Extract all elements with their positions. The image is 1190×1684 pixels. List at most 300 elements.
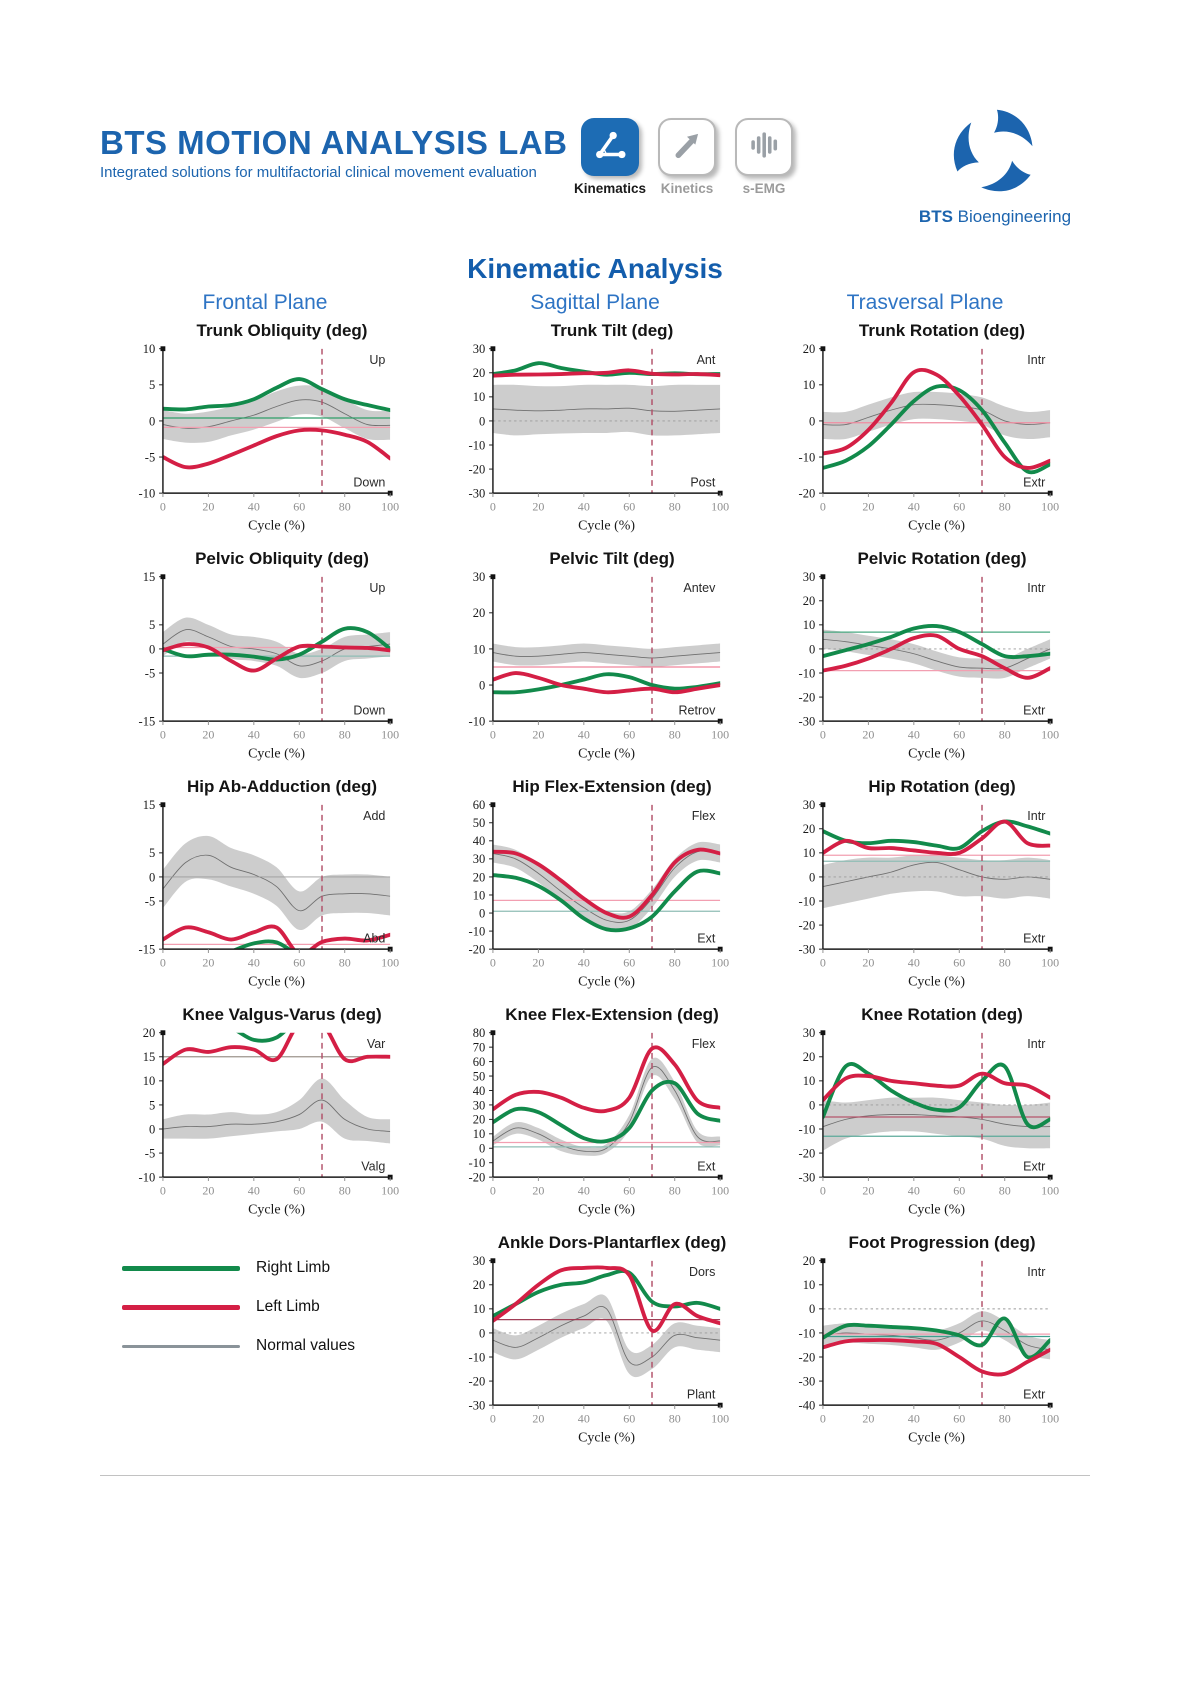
chart-pelvic-rotation [760, 549, 1090, 777]
y-tick-label: 50 [472, 1069, 486, 1084]
x-tick-label: 80 [668, 1183, 681, 1198]
chart-pelvic-tilt [430, 549, 760, 777]
chart-canvas-knee-rotation [769, 1025, 1081, 1233]
x-tick-label: 100 [1041, 1183, 1060, 1198]
chart-canvas-hip-flex-extension [439, 797, 751, 1005]
x-tick-label: 60 [953, 727, 966, 742]
page-title: Kinematic Analysis [467, 253, 723, 284]
y-tick-label: 0 [478, 1141, 486, 1156]
x-tick-label: 60 [293, 955, 306, 970]
semg-button[interactable] [735, 118, 793, 176]
x-tick-label: 80 [338, 499, 351, 514]
x-tick-label: 0 [489, 499, 496, 514]
y-tick-label: -10 [798, 666, 816, 681]
x-tick-label: 40 [247, 727, 260, 742]
chart-canvas-trunk-rotation [769, 341, 1081, 549]
plot-area-pelvic-rotation [823, 577, 1050, 721]
x-tick-label: 100 [381, 499, 400, 514]
x-tick-label: 80 [338, 727, 351, 742]
y-tick-label: 0 [478, 1326, 486, 1341]
y-tick-label: 20 [472, 1112, 486, 1127]
bottom-direction-label: Valg [361, 1159, 386, 1174]
x-axis-label: Cycle (%) [578, 1430, 636, 1446]
brand-title: BTS MOTION ANALYSIS LAB [100, 124, 568, 161]
y-tick-label: -15 [138, 942, 156, 957]
x-axis-label: Cycle (%) [908, 1430, 966, 1446]
x-tick-label: 100 [711, 955, 730, 970]
top-direction-label: Up [369, 581, 386, 596]
y-tick-label: -10 [468, 714, 486, 729]
y-tick-label: 10 [802, 618, 816, 633]
x-tick-label: 100 [1041, 955, 1060, 970]
y-tick-label: -30 [468, 486, 486, 501]
bts-logo-text [919, 207, 1071, 227]
top-direction-label: Flex [691, 809, 716, 824]
plot-area-pelvic-obliquity [163, 577, 390, 721]
x-tick-label: 40 [907, 955, 920, 970]
x-tick-label: 40 [907, 1183, 920, 1198]
bts-swirl-icon [947, 104, 1043, 205]
chart-canvas-hip-ab-adduction [109, 797, 421, 1005]
x-tick-label: 80 [998, 1411, 1011, 1426]
chart-title-trunk-obliquity: Trunk Obliquity (deg) [196, 321, 368, 340]
x-tick-label: 20 [532, 1411, 545, 1426]
y-tick-label: 5 [148, 378, 156, 393]
chart-knee-valgus-varus [100, 1005, 430, 1233]
x-tick-label: 20 [862, 955, 875, 970]
bottom-direction-label: Post [690, 475, 716, 490]
x-tick-label: 100 [1041, 727, 1060, 742]
y-tick-label: 0 [808, 870, 816, 885]
chart-title-trunk-tilt: Trunk Tilt (deg) [550, 321, 674, 340]
x-axis-label: Cycle (%) [248, 1202, 306, 1218]
plane-header-sagittal: Sagittal Plane [530, 291, 660, 314]
top-direction-label: Intr [1027, 581, 1046, 596]
y-tick-label: 10 [802, 846, 816, 861]
x-tick-label: 20 [202, 499, 215, 514]
x-tick-label: 100 [711, 1183, 730, 1198]
top-direction-label: Antev [683, 581, 716, 596]
bottom-direction-label: Down [353, 475, 386, 490]
y-tick-label: 60 [472, 798, 486, 813]
x-axis-label: Cycle (%) [578, 746, 636, 762]
left-limb-curve [163, 926, 390, 954]
x-axis-label: Cycle (%) [908, 746, 966, 762]
x-tick-label: 0 [819, 955, 826, 970]
plane-header-frontal: Frontal Plane [202, 291, 328, 314]
chart-canvas-ankle-dors-plantarflex [439, 1253, 751, 1461]
chart-trunk-tilt [430, 321, 760, 549]
x-tick-label: 40 [907, 1411, 920, 1426]
x-tick-label: 20 [532, 1183, 545, 1198]
x-tick-label: 0 [159, 727, 166, 742]
y-tick-label: -20 [798, 918, 816, 933]
x-axis-label: Cycle (%) [248, 974, 306, 990]
plot-area-hip-ab-adduction [163, 805, 390, 970]
chart-title-hip-rotation: Hip Rotation (deg) [868, 777, 1016, 796]
y-tick-label: 20 [472, 870, 486, 885]
y-tick-label: -10 [798, 450, 816, 465]
x-tick-label: 60 [953, 1411, 966, 1426]
x-axis-label: Cycle (%) [248, 746, 306, 762]
right-limb-label: Right Limb [256, 1259, 331, 1276]
chart-title-knee-valgus-varus: Knee Valgus-Varus (deg) [182, 1005, 382, 1024]
y-tick-label: 10 [142, 342, 156, 357]
y-tick-label: -20 [798, 1350, 816, 1365]
x-tick-label: 80 [998, 1183, 1011, 1198]
y-tick-label: -5 [144, 1146, 156, 1161]
chart-canvas-foot-progression [769, 1253, 1081, 1461]
y-tick-label: 5 [148, 846, 156, 861]
y-tick-label: -20 [468, 462, 486, 477]
bottom-direction-label: Ext [697, 931, 716, 946]
bottom-direction-label: Ext [697, 1159, 716, 1174]
y-tick-label: 20 [142, 1026, 156, 1041]
normal-band [163, 836, 390, 930]
plane-header-trasversal: Trasversal Plane [846, 291, 1004, 314]
x-axis-label: Cycle (%) [578, 974, 636, 990]
chart-pelvic-obliquity [100, 549, 430, 777]
x-tick-label: 20 [862, 1411, 875, 1426]
left-limb-curve [823, 822, 1050, 854]
y-tick-label: 0 [478, 678, 486, 693]
y-tick-label: -20 [468, 942, 486, 957]
y-tick-label: 30 [472, 1098, 486, 1113]
x-tick-label: 20 [532, 727, 545, 742]
y-tick-label: 0 [808, 1302, 816, 1317]
y-tick-label: 15 [142, 1050, 156, 1065]
top-direction-label: Intr [1027, 1037, 1046, 1052]
header [100, 104, 1090, 227]
chart-title-pelvic-obliquity: Pelvic Obliquity (deg) [195, 549, 369, 568]
plot-area-hip-flex-extension [493, 805, 720, 949]
plot-area-ankle-dors-plantarflex [493, 1261, 720, 1405]
x-tick-label: 0 [489, 727, 496, 742]
bts-logo-rest: Bioengineering [952, 207, 1072, 226]
y-tick-label: 0 [148, 642, 156, 657]
y-tick-label: 0 [148, 1122, 156, 1137]
x-tick-label: 40 [577, 499, 590, 514]
x-tick-label: 20 [202, 955, 215, 970]
chart-foot-progression [760, 1233, 1090, 1461]
y-tick-label: -30 [798, 942, 816, 957]
chart-title-foot-progression: Foot Progression (deg) [848, 1233, 1036, 1252]
chart-canvas-pelvic-tilt [439, 569, 751, 777]
y-tick-label: 0 [148, 414, 156, 429]
right-limb-curve [163, 1025, 390, 1041]
y-tick-label: -20 [468, 1170, 486, 1185]
left-limb-curve [163, 1025, 390, 1064]
plot-area-knee-flex-extension [493, 1033, 720, 1177]
y-tick-label: 30 [802, 570, 816, 585]
y-tick-label: 20 [472, 606, 486, 621]
legend-row-left-limb [122, 1298, 430, 1316]
kinematics-button[interactable] [581, 118, 639, 176]
y-tick-label: -20 [468, 1374, 486, 1389]
x-tick-label: 100 [711, 727, 730, 742]
x-tick-label: 40 [247, 499, 260, 514]
y-tick-label: 10 [472, 1302, 486, 1317]
x-tick-label: 0 [819, 499, 826, 514]
normal-band [823, 855, 1050, 908]
x-tick-label: 80 [668, 1411, 681, 1426]
x-tick-label: 80 [998, 727, 1011, 742]
x-axis-label: Cycle (%) [248, 518, 306, 534]
module-kinetics [655, 118, 719, 196]
charts-grid [100, 321, 1090, 1461]
x-tick-label: 0 [159, 499, 166, 514]
x-tick-label: 80 [668, 955, 681, 970]
y-tick-label: 10 [472, 642, 486, 657]
x-tick-label: 100 [711, 1411, 730, 1426]
y-tick-label: -15 [138, 714, 156, 729]
x-tick-label: 60 [293, 1183, 306, 1198]
y-tick-label: 20 [802, 822, 816, 837]
x-tick-label: 80 [338, 955, 351, 970]
module-kinematics [573, 118, 647, 196]
y-tick-label: 30 [472, 1254, 486, 1269]
semg-signal-icon [745, 126, 783, 169]
legend-row-right-limb [122, 1259, 430, 1277]
y-tick-label: -10 [468, 1350, 486, 1365]
kinetics-label: Kinetics [660, 181, 714, 196]
y-tick-label: -30 [798, 1170, 816, 1185]
normal-values-line-swatch [122, 1345, 240, 1348]
y-tick-label: -10 [798, 1122, 816, 1137]
x-axis-label: Cycle (%) [908, 1202, 966, 1218]
chart-canvas-hip-rotation [769, 797, 1081, 1005]
y-tick-label: -10 [138, 1170, 156, 1185]
y-tick-label: 10 [472, 1127, 486, 1142]
module-semg [732, 118, 796, 196]
plot-area-trunk-tilt [493, 349, 720, 493]
normal-band [823, 392, 1050, 440]
chart-hip-ab-adduction [100, 777, 430, 1005]
y-tick-label: 40 [472, 1083, 486, 1098]
plot-area-hip-rotation [823, 805, 1050, 949]
y-tick-label: 15 [142, 798, 156, 813]
y-tick-label: 15 [142, 570, 156, 585]
x-tick-label: 60 [293, 727, 306, 742]
left-limb-curve [493, 1047, 720, 1111]
chart-title-ankle-dors-plantarflex: Ankle Dors-Plantarflex (deg) [497, 1233, 727, 1252]
y-tick-label: 5 [148, 618, 156, 633]
bottom-direction-label: Extr [1023, 931, 1046, 946]
bottom-direction-label: Retrov [678, 703, 716, 718]
x-tick-label: 20 [862, 499, 875, 514]
brand-block [100, 104, 570, 181]
top-direction-label: Intr [1027, 1265, 1046, 1280]
x-tick-label: 80 [668, 499, 681, 514]
kinematics-joint-icon [591, 126, 629, 169]
bts-bioengineering-logo [900, 104, 1090, 227]
y-tick-label: -30 [798, 1374, 816, 1389]
y-tick-label: 0 [148, 870, 156, 885]
left-limb-label: Left Limb [256, 1298, 320, 1315]
x-tick-label: 100 [381, 727, 400, 742]
chart-knee-flex-extension [430, 1005, 760, 1233]
chart-title-trunk-rotation: Trunk Rotation (deg) [858, 321, 1026, 340]
y-tick-label: 30 [472, 852, 486, 867]
bottom-direction-label: Plant [686, 1387, 716, 1402]
y-tick-label: 20 [802, 594, 816, 609]
y-tick-label: 10 [472, 888, 486, 903]
normal-values-label: Normal values [256, 1337, 356, 1354]
x-tick-label: 60 [623, 1183, 636, 1198]
y-tick-label: 0 [808, 414, 816, 429]
plane-headers [100, 291, 1090, 315]
chart-canvas-trunk-tilt [439, 341, 751, 549]
x-axis-label: Cycle (%) [578, 518, 636, 534]
y-tick-label: -10 [798, 894, 816, 909]
chart-knee-rotation [760, 1005, 1090, 1233]
x-tick-label: 40 [247, 955, 260, 970]
top-direction-label: Flex [691, 1037, 716, 1052]
kinetics-arrow-icon [668, 126, 706, 169]
y-tick-label: 80 [472, 1026, 486, 1041]
x-tick-label: 60 [953, 955, 966, 970]
y-tick-label: 10 [142, 1074, 156, 1089]
y-tick-label: 10 [802, 1074, 816, 1089]
x-tick-label: 60 [623, 955, 636, 970]
x-tick-label: 20 [862, 727, 875, 742]
right-limb-line-swatch [122, 1266, 240, 1271]
y-tick-label: 30 [802, 1026, 816, 1041]
y-tick-label: -40 [798, 1398, 816, 1413]
chart-canvas-trunk-obliquity [109, 341, 421, 549]
y-tick-label: 20 [802, 1254, 816, 1269]
top-direction-label: Dors [688, 1265, 716, 1280]
top-direction-label: Intr [1027, 809, 1046, 824]
x-tick-label: 40 [577, 955, 590, 970]
y-tick-label: -10 [798, 1326, 816, 1341]
x-tick-label: 40 [907, 499, 920, 514]
left-limb-line-swatch [122, 1305, 240, 1310]
y-tick-label: 20 [472, 1278, 486, 1293]
chart-ankle-dors-plantarflex [430, 1233, 760, 1461]
x-tick-label: 80 [338, 1183, 351, 1198]
y-tick-label: 70 [472, 1040, 486, 1055]
y-tick-label: -30 [798, 714, 816, 729]
x-tick-label: 0 [819, 727, 826, 742]
footer-rule [100, 1475, 1090, 1476]
y-tick-label: 20 [472, 366, 486, 381]
y-tick-label: -5 [144, 894, 156, 909]
chart-canvas-knee-flex-extension [439, 1025, 751, 1233]
chart-legend [100, 1233, 430, 1461]
y-tick-label: -30 [468, 1398, 486, 1413]
brand-subtitle: Integrated solutions for multifactorial clinical movement evaluation [100, 163, 537, 181]
y-tick-label: -20 [798, 1146, 816, 1161]
module-buttons [573, 104, 796, 196]
chart-title-pelvic-rotation: Pelvic Rotation (deg) [857, 549, 1027, 568]
y-tick-label: 20 [802, 1050, 816, 1065]
x-tick-label: 80 [998, 499, 1011, 514]
chart-trunk-rotation [760, 321, 1090, 549]
bottom-direction-label: Down [353, 703, 386, 718]
y-tick-label: 30 [472, 570, 486, 585]
x-tick-label: 80 [998, 955, 1011, 970]
x-tick-label: 40 [577, 1183, 590, 1198]
chart-title-knee-rotation: Knee Rotation (deg) [861, 1005, 1023, 1024]
normal-band [163, 1078, 390, 1143]
y-tick-label: 10 [802, 378, 816, 393]
chart-title-pelvic-tilt: Pelvic Tilt (deg) [549, 549, 675, 568]
x-tick-label: 0 [159, 955, 166, 970]
chart-canvas-knee-valgus-varus [109, 1025, 421, 1233]
x-axis-label: Cycle (%) [578, 1202, 636, 1218]
plot-area-trunk-obliquity [163, 349, 390, 493]
chart-hip-flex-extension [430, 777, 760, 1005]
x-tick-label: 0 [489, 955, 496, 970]
kinetics-button[interactable] [658, 118, 716, 176]
plot-area-knee-rotation [823, 1033, 1050, 1177]
top-direction-label: Up [369, 353, 386, 368]
bottom-direction-label: Abd [363, 931, 386, 946]
top-direction-label: Ant [696, 353, 716, 368]
x-tick-label: 60 [623, 1411, 636, 1426]
x-tick-label: 80 [668, 727, 681, 742]
x-tick-label: 100 [711, 499, 730, 514]
bottom-direction-label: Extr [1023, 1159, 1046, 1174]
x-tick-label: 60 [953, 499, 966, 514]
chart-canvas-pelvic-rotation [769, 569, 1081, 777]
x-tick-label: 40 [577, 727, 590, 742]
x-axis-label: Cycle (%) [908, 518, 966, 534]
semg-label: s-EMG [742, 181, 786, 196]
bottom-direction-label: Extr [1023, 475, 1046, 490]
kinematics-label: Kinematics [573, 181, 647, 196]
x-tick-label: 20 [532, 499, 545, 514]
top-direction-label: Add [363, 809, 386, 824]
x-tick-label: 100 [381, 1183, 400, 1198]
plot-area-foot-progression [823, 1261, 1050, 1405]
x-tick-label: 20 [202, 727, 215, 742]
y-tick-label: 30 [472, 342, 486, 357]
x-tick-label: 0 [159, 1183, 166, 1198]
plot-area-knee-valgus-varus [163, 1025, 390, 1177]
y-tick-label: -10 [138, 486, 156, 501]
chart-canvas-pelvic-obliquity [109, 569, 421, 777]
bottom-direction-label: Extr [1023, 703, 1046, 718]
x-tick-label: 60 [623, 499, 636, 514]
y-tick-label: 5 [148, 1098, 156, 1113]
x-tick-label: 40 [577, 1411, 590, 1426]
x-tick-label: 100 [1041, 499, 1060, 514]
top-direction-label: Intr [1027, 353, 1046, 368]
x-tick-label: 0 [819, 1411, 826, 1426]
x-tick-label: 60 [953, 1183, 966, 1198]
x-tick-label: 20 [532, 955, 545, 970]
y-tick-label: -10 [468, 924, 486, 939]
chart-title-hip-flex-extension: Hip Flex-Extension (deg) [512, 777, 712, 796]
y-tick-label: -10 [468, 438, 486, 453]
right-limb-curve [163, 941, 390, 969]
y-tick-label: -20 [798, 486, 816, 501]
bts-logo-bold: BTS [918, 207, 953, 226]
x-tick-label: 100 [1041, 1411, 1060, 1426]
chart-title-knee-flex-extension: Knee Flex-Extension (deg) [505, 1005, 719, 1024]
y-tick-label: -20 [798, 690, 816, 705]
y-tick-label: -10 [468, 1156, 486, 1171]
chart-trunk-obliquity [100, 321, 430, 549]
x-tick-label: 60 [623, 727, 636, 742]
y-tick-label: 60 [472, 1054, 486, 1069]
y-tick-label: 40 [472, 834, 486, 849]
normal-band [823, 1098, 1050, 1151]
x-tick-label: 100 [381, 955, 400, 970]
chart-title-hip-ab-adduction: Hip Ab-Adduction (deg) [186, 777, 378, 796]
